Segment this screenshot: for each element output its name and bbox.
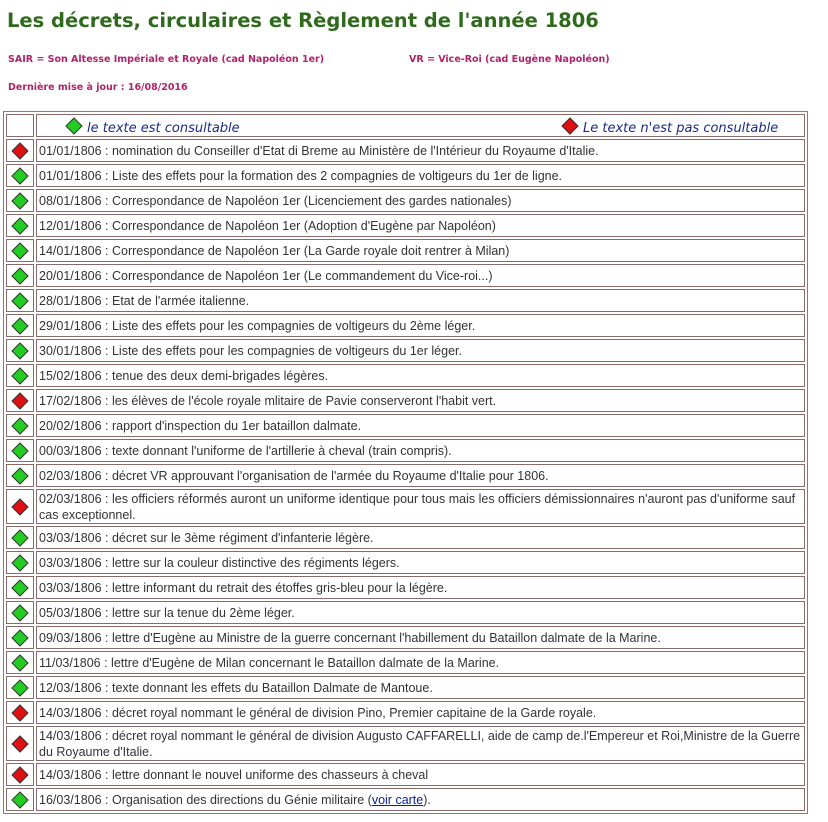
entry-text: 03/03/1806 : lettre sur la couleur distinctive des régiments légers. [39,555,400,570]
status-cell [6,551,34,574]
entry-text: 12/01/1806 : Correspondance de Napoléon 1er (Adoption d'Eugène par Napoléon) [39,218,496,233]
entry-cell [36,314,805,337]
entry-text: 20/01/1806 : Correspondance de Napoléon 1er (Le commandement du Vice-roi...) [39,268,493,283]
entry-cell [36,726,805,761]
status-cell [6,464,34,487]
legend-available-label: le texte est consultable [87,121,240,136]
table-row[interactable] [6,651,805,674]
sair-abbreviation-note: SAIR = Son Altesse Impériale et Royale (cad Napoléon 1er) [8,54,325,65]
green-diamond-icon [11,654,29,672]
status-cell [6,364,34,387]
table-row [6,701,805,724]
table-row[interactable] [6,626,805,649]
table-row[interactable] [6,189,805,212]
status-cell [6,626,34,649]
entry-text: 28/01/1806 : Etat de l'armée italienne. [39,293,250,308]
red-diamond-icon [11,766,29,784]
red-diamond-icon [11,392,29,410]
entry-text: 14/03/1806 : décret royal nommant le général de division Pino, Premier capitaine de la Garde royale. [39,705,597,720]
entry-cell [36,239,805,262]
status-cell [6,264,34,287]
entry-cell [36,701,805,724]
table-row[interactable] [6,439,805,462]
table-row[interactable] [6,164,805,187]
status-cell [6,214,34,237]
status-cell [6,439,34,462]
table-row[interactable] [6,676,805,699]
entry-text: 08/01/1806 : Correspondance de Napoléon 1er (Licenciement des gardes nationales) [39,193,512,208]
legend-unavailable-label: Le texte n'est pas consultable [583,121,779,136]
green-diamond-icon [11,317,29,335]
entry-text: 12/03/1806 : texte donnant les effets du Bataillon Dalmate de Mantoue. [39,680,433,695]
entry-text: 14/01/1806 : Correspondance de Napoléon 1er (La Garde royale doit rentrer à Milan) [39,243,510,258]
red-diamond-icon [11,704,29,722]
entry-text: 03/03/1806 : décret sur le 3ème régiment d'infanterie légère. [39,530,374,545]
entry-text: 02/03/1806 : les officiers réformés auront un uniforme identique pour tous mais les officiers démissionnaires n'auront pas d'uniforme sauf cas exceptionnel. [39,491,796,522]
entry-cell [36,763,805,786]
entry-text: 11/03/1806 : lettre d'Eugène de Milan concernant le Bataillon dalmate de la Marine. [39,655,500,670]
legend-cell [36,114,805,137]
entry-cell [36,214,805,237]
status-cell [6,651,34,674]
table-row[interactable] [6,314,805,337]
entry-cell [36,439,805,462]
status-cell [6,239,34,262]
status-cell [6,788,34,811]
entry-text: 00/03/1806 : texte donnant l'uniforme de l'artillerie à cheval (train compris). [39,443,452,458]
green-diamond-icon [11,679,29,697]
entry-text: 15/02/1806 : tenue des deux demi-brigades légères. [39,368,329,383]
status-cell [6,701,34,724]
green-diamond-icon [11,192,29,210]
voir-carte-link[interactable]: voir carte [371,792,424,807]
status-cell [6,289,34,312]
table-row [6,763,805,786]
status-cell [6,763,34,786]
entry-text: 01/01/1806 : nomination du Conseiller d'Etat di Breme au Ministère de l'Intérieur du Royaume d'Italie. [39,143,599,158]
legend-row [6,114,805,137]
table-row [6,489,805,524]
green-diamond-icon [11,442,29,460]
red-diamond-icon [561,117,579,135]
status-cell [6,164,34,187]
entry-cell [36,676,805,699]
entry-cell [36,414,805,437]
status-cell [6,576,34,599]
last-update-date: Dernière mise à jour : 16/08/2016 [8,82,188,93]
entry-cell [36,551,805,574]
green-diamond-icon [11,791,29,809]
entry-cell [36,164,805,187]
green-diamond-icon [11,167,29,185]
entry-cell [36,526,805,549]
entry-text: 02/03/1806 : décret VR approuvant l'organisation de l'armée du Royaume d'Italie pour 1806. [39,468,549,483]
green-diamond-icon [11,604,29,622]
table-row[interactable] [6,601,805,624]
entry-text: 30/01/1806 : Liste des effets pour les compagnies de voltigeurs du 1er léger. [39,343,462,358]
legend-available [65,117,240,137]
green-diamond-icon [11,367,29,385]
legend-unavailable [561,117,778,137]
green-diamond-icon [11,217,29,235]
status-cell [6,139,34,162]
entry-cell [36,289,805,312]
entry-cell [36,489,805,524]
entry-text: 14/03/1806 : décret royal nommant le général de division Augusto CAFFARELLI, aide de camp de.l'Empereur et Roi,Ministre de la Guerre du Royaume d'Italie. [39,728,801,759]
status-cell [6,339,34,362]
status-cell [6,676,34,699]
table-row [6,139,805,162]
green-diamond-icon [11,529,29,547]
table-row[interactable] [6,788,805,811]
entry-cell [36,264,805,287]
red-diamond-icon [11,142,29,160]
table-row [6,389,805,412]
table-row[interactable] [6,289,805,312]
table-row[interactable] [6,214,805,237]
entry-text: 03/03/1806 : lettre informant du retrait des étoffes gris-bleu pour la légère. [39,580,448,595]
entry-text: 09/03/1806 : lettre d'Eugène au Ministre de la guerre concernant l'habillement du Bataillon dalmate de la Marine. [39,630,661,645]
green-diamond-icon [11,467,29,485]
status-cell [6,726,34,761]
entry-cell [36,189,805,212]
entry-cell [36,464,805,487]
entry-text: 01/01/1806 : Liste des effets pour la formation des 2 compagnies de voltigeurs du 1er de ligne. [39,168,563,183]
page-title: Les décrets, circulaires et Règlement de l'année 1806 [7,9,599,32]
green-diamond-icon [11,629,29,647]
entry-cell [36,626,805,649]
table-row[interactable] [6,414,805,437]
table-row[interactable] [6,576,805,599]
table-row[interactable] [6,264,805,287]
green-diamond-icon [11,417,29,435]
status-cell [6,389,34,412]
green-diamond-icon [11,242,29,260]
status-cell [6,314,34,337]
status-cell [6,489,34,524]
table-row[interactable] [6,339,805,362]
status-cell [6,526,34,549]
entry-cell [36,139,805,162]
table-row[interactable] [6,239,805,262]
green-diamond-icon [11,342,29,360]
entry-cell [36,576,805,599]
table-row[interactable] [6,526,805,549]
green-diamond-icon [11,292,29,310]
red-diamond-icon [11,735,29,753]
entry-text: 14/03/1806 : lettre donnant le nouvel uniforme des chasseurs à cheval [39,767,429,782]
green-diamond-icon [65,117,83,135]
entry-cell [36,788,805,811]
entry-text: 05/03/1806 : lettre sur la tenue du 2ème léger. [39,605,295,620]
entry-suffix: ). [423,792,431,807]
vr-abbreviation-note: VR = Vice-Roi (cad Eugène Napoléon) [409,54,610,65]
status-cell [6,189,34,212]
green-diamond-icon [11,579,29,597]
decrees-table [3,111,808,814]
table-row[interactable] [6,464,805,487]
green-diamond-icon [11,554,29,572]
table-row [6,726,805,761]
entry-cell [36,601,805,624]
entry-text: 29/01/1806 : Liste des effets pour les compagnies de voltigeurs du 2ème léger. [39,318,476,333]
entry-text: 20/02/1806 : rapport d'inspection du 1er bataillon dalmate. [39,418,362,433]
entry-cell [36,389,805,412]
entry-cell [36,364,805,387]
entry-cell [36,651,805,674]
red-diamond-icon [11,498,29,516]
status-cell [6,601,34,624]
status-cell [6,414,34,437]
table-row[interactable] [6,364,805,387]
entry-text: 16/03/1806 : Organisation des directions du Génie militaire ( [39,792,372,807]
entry-text: 17/02/1806 : les élèves de l'école royale mlitaire de Pavie conserveront l'habit vert. [39,393,497,408]
green-diamond-icon [11,267,29,285]
legend-empty-cell [6,114,34,137]
entry-cell [36,339,805,362]
table-row[interactable] [6,551,805,574]
